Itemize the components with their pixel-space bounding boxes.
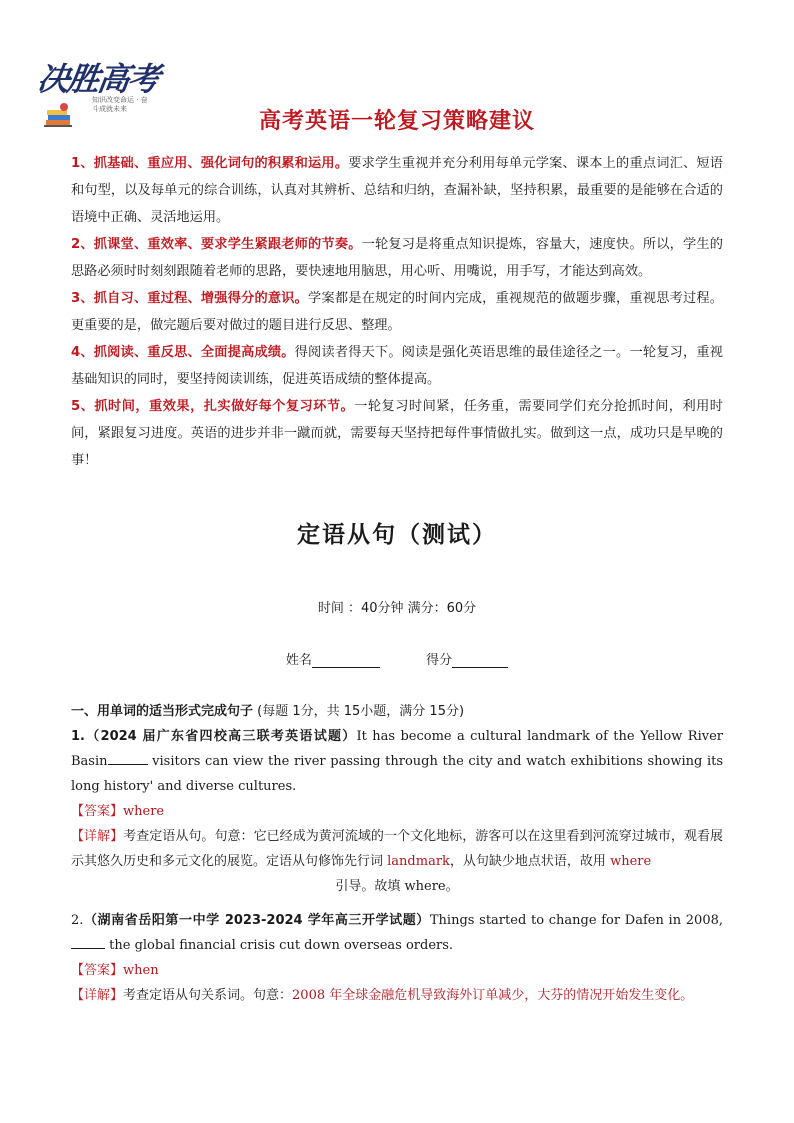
- question-1: [71, 724, 723, 899]
- strategy-item-2: 2、抓课堂、重效率、要求学生紧跟老师的节奏。一轮复习是将重点知识提炼，容量大，速度快。所以，学生的思路必须时时刻刻跟随着老师的思路，要快速地用脑思，用心听、用嘴说，用手写，才能达到高效。: [71, 237, 723, 279]
- question-1-blank[interactable]: [108, 750, 148, 765]
- score-field[interactable]: [452, 653, 508, 668]
- score-label: 得分: [426, 653, 453, 668]
- section-heading: 一、用单词的适当形式完成句子 (每题 1分，共 15小题，满分 15分): [71, 704, 465, 719]
- question-2: [71, 908, 723, 1008]
- strategy-item-1: 1、抓基础、重应用、强化词句的积累和运用。要求学生重视并充分利用每单元学案、课本上的重点词汇、短语和句型，以及每单元的综合训练，认真对其辨析、总结和归纳，查漏补缺，坚持积累，最重要的是能够在合适的语境中正确、灵活地运用。: [71, 156, 723, 225]
- question-1-answer: 【答案】where: [71, 804, 165, 819]
- logo-text: 决胜高考: [35, 60, 161, 98]
- question-2-answer: 【答案】when: [71, 963, 159, 978]
- question-1-stem: 1.（2024 届广东省四校高三联考英语试题）It has become a cultural landmark of the Yellow River Basin visitors can view the river passing through the city and watch exhibitions showing its long history' and diverse cultures.: [71, 729, 723, 794]
- strategy-item-4: 4、抓阅读、重反思、全面提高成绩。得阅读者得天下。阅读是强化英语思维的最佳途径之一。一轮复习，重视基础知识的同时，要坚持阅读训练，促进英语成绩的整体提高。: [71, 345, 723, 387]
- question-2-stem: 2.（湖南省岳阳第一中学 2023-2024 学年高三开学试题）Things started to change for Dafen in 2008, the global financial crisis cut down overseas orders.: [71, 913, 724, 953]
- name-score-fields: [0, 649, 794, 668]
- time-score-info: 时间 ：40分钟 满分：60分: [317, 601, 477, 616]
- strategy-item-3: 3、抓自习、重过程、增强得分的意识。学案都是在规定的时间内完成，重视规范的做题步骤，重视思考过程。更重要的是，做完题后要对做过的题目进行反思、整理。: [71, 291, 723, 333]
- strategy-list: [71, 150, 723, 474]
- name-label: 姓名: [285, 653, 312, 668]
- question-2-detail: 【详解】考查定语从句关系词。句意：2008 年全球金融危机导致海外订单减少，大芬的情况开始发生变化。: [71, 988, 694, 1003]
- main-title: 高考英语一轮复习策略建议: [258, 109, 535, 134]
- test-title: 定语从句（测试）: [297, 522, 497, 548]
- name-field[interactable]: [312, 653, 380, 668]
- question-1-detail-end: 引导。故填 where。: [335, 879, 459, 894]
- strategy-item-5: 5、抓时间，重效果，扎实做好每个复习环节。一轮复习时间紧，任务重，需要同学们充分抢抓时间，利用时间，紧跟复习进度。英语的进步并非一蹴而就，需要每天坚持把每件事情做扎实。做到这一点，成功只是早晚的事！: [71, 399, 723, 468]
- question-2-blank[interactable]: [71, 934, 105, 949]
- question-1-detail: 【详解】考查定语从句。句意：它已经成为黄河流域的一个文化地标，游客可以在这里看到河流穿过城市，观看展示其悠久历史和多元文化的展览。定语从句修饰先行词 landmark，从句缺少地点状语，故用 where: [71, 829, 723, 869]
- logo-slogan: 知识改变命运 · 奋斗成就未来: [92, 96, 148, 113]
